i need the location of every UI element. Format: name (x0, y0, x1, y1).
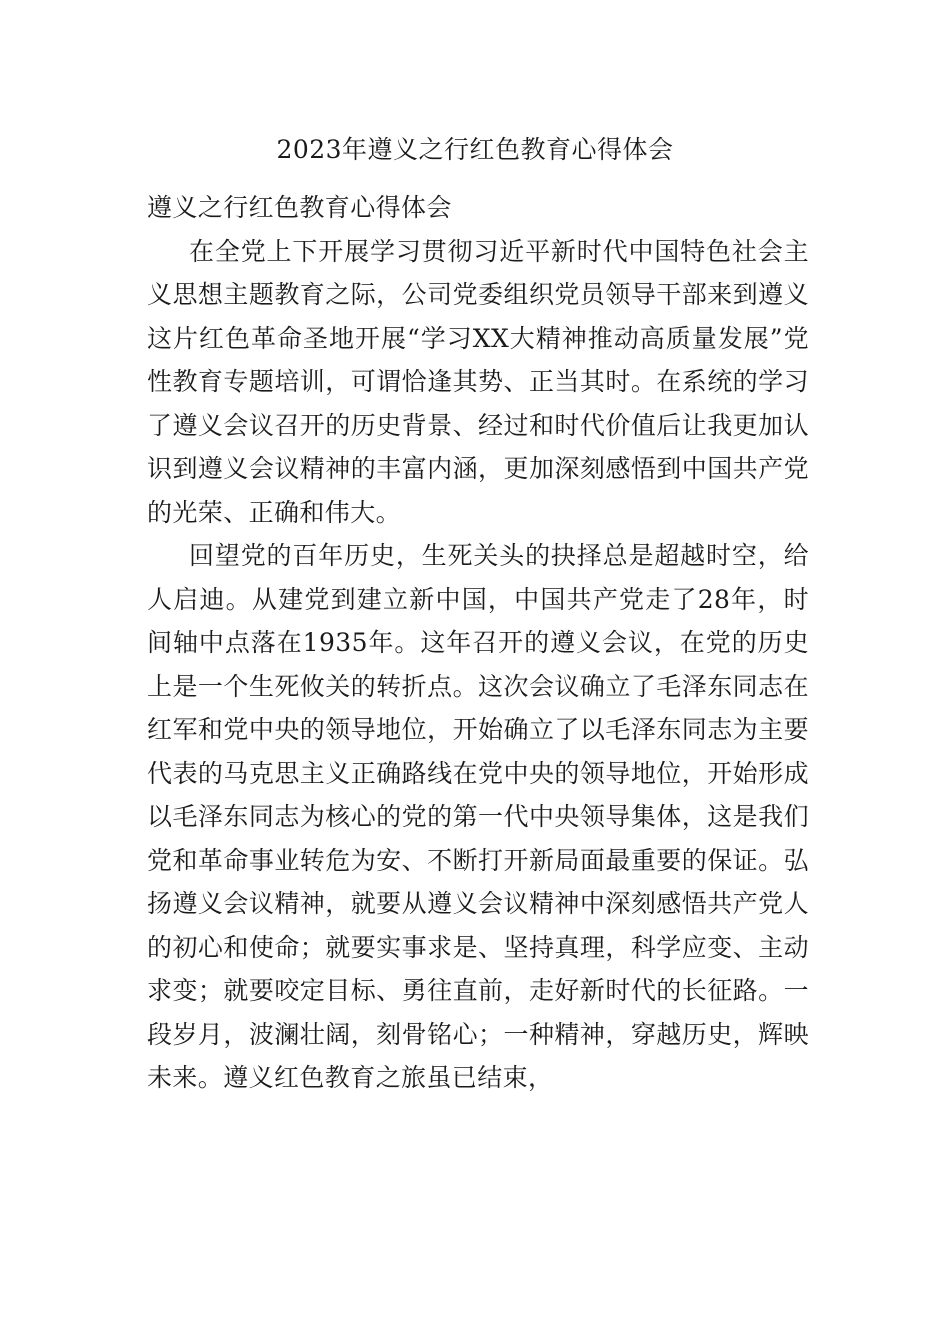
paragraph-1: 在全党上下开展学习贯彻习近平新时代中国特色社会主义思想主题教育之际，公司党委组织党员领导干部来到遵义这片红色革命圣地开展“学习XX大精神推动高质量发展”党性教育专题培训，可谓恰逢其势、正当其时。在系统的学习了遵义会议召开的历史背景、经过和时代价值后让我更加认识到遵义会议精神的丰富内涵，更加深刻感悟到中国共产党的光荣、正确和伟大。 (147, 236, 809, 527)
paragraph-2: 回望党的百年历史，生死关头的抉择总是超越时空，给人启迪。从建党到建立新中国，中国共产党走了28年，时间轴中点落在1935年。这年召开的遵义会议，在党的历史上是一个生死攸关的转折点。这次会议确立了毛泽东同志在红军和党中央的领导地位，开始确立了以毛泽东同志为主要代表的马克思主义正确路线在党中央的领导地位，开始形成以毛泽东同志为核心的党的第一代中央领导集体，这是我们党和革命事业转危为安、不断打开新局面最重要的保证。弘扬遵义会议精神，就要从遵义会议精神中深刻感悟共产党人的初心和使命；就要实事求是、坚持真理，科学应变、主动求变；就要咬定目标、勇往直前，走好新时代的长征路。一段岁月，波澜壮阔，刻骨铭心；一种精神，穿越历史，辉映未来。遵义红色教育之旅虽已结束， (147, 541, 809, 1092)
document-title: 2023年遵义之行红色教育心得体会 (276, 135, 674, 164)
document-body (147, 186, 809, 1100)
document-subtitle: 遵义之行红色教育心得体会 (147, 193, 452, 222)
